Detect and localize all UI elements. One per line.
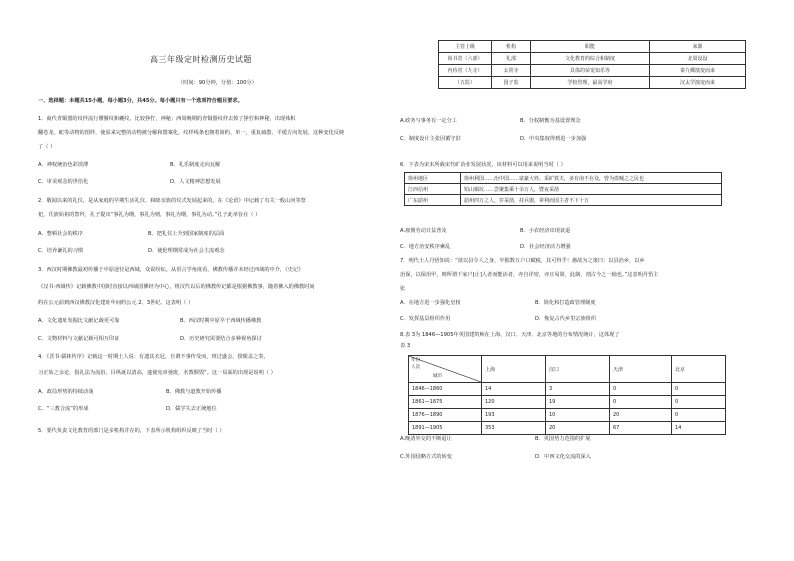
diagonal-header-cell	[409, 356, 482, 383]
q3-line2: 《汉书·西域传》记载佛教中国时直接以西域国佛经为中心，将汉代以后的佛教传记都是根据佛教事，随着佛入的佛教时间	[38, 284, 315, 290]
table-cell: 徐州地区	[405, 173, 461, 184]
q8-option-d: D．中西文化交流的深入	[535, 454, 591, 460]
institution-table	[438, 40, 746, 89]
q7-option-c: C．发挥基层组织作用	[400, 316, 451, 322]
q7-line1: 7．明代士人丹悟知说：“欲以县令人之身，牢握数万户口赋税，其可得乎！愚故为之策曰：以县治乡，以乡	[400, 258, 645, 264]
period-cell: 1876—1890	[409, 409, 482, 422]
table-row	[439, 65, 746, 77]
q2-line2: 祀，氏族始祖的祭拜，孔子提出“事礼为纲，事礼为则，事礼为纲，事礼为动。”孔子此举旨在（ ）	[38, 212, 261, 218]
value-cell: 67	[610, 422, 672, 435]
q1-line2: 翻卷龙、蛇等动物的图样，使原来完整的动物被分解和图案化，纹样线条也朝着简约、单一，重复疏散、平缓方向发展，这种变化反映	[38, 130, 345, 136]
city-header: 北京	[672, 356, 726, 383]
value-cell: 0	[610, 396, 672, 409]
table-cell: 铅山铜坑……尝聚集乘十余万人，暨夜采凿	[461, 184, 722, 195]
q2-option-c: C．培养谦礼的习惯	[38, 248, 84, 254]
table-row	[405, 173, 722, 184]
table-cell: 太常寺	[492, 65, 531, 77]
table-cell: 文化教育的综合和制度	[531, 53, 650, 65]
table-cell: 秦九卿演变而来	[650, 65, 746, 77]
table-row	[409, 409, 726, 422]
value-cell: 10	[546, 409, 610, 422]
city-header: 上海	[482, 356, 546, 383]
q4-option-d: D．儒学失去正统地位	[166, 406, 217, 412]
page-subtitle: （时间：90分钟，分值：100分）	[178, 80, 257, 86]
table-cell: 北周设设	[650, 53, 746, 65]
period-cell: 1891—1905	[409, 422, 482, 435]
q3-option-d: D．历史研究需要结合多种视角探讨	[180, 336, 262, 342]
architect-table	[408, 355, 726, 435]
value-cell: 3	[546, 383, 610, 396]
q1-option-c: C．审美观念的世俗化	[38, 179, 89, 185]
q2-option-d: D．使伦理纲常成为社会主流观念	[148, 248, 225, 254]
q2-option-b: B．把礼仪上升到国家制度的层面	[148, 231, 225, 237]
table-cell: 国子监	[492, 77, 531, 89]
q7-line2: 治保，以保治甲，则所谓千家户[止]人者而能活者，亦自详密，亦且易简，此制，剖古今之一轴也。”这表明丹悟主	[400, 272, 659, 278]
q7-option-d: D．恢复占代乡里宗族组织	[535, 316, 597, 322]
q1-option-b: B．礼乐制度走向瓦解	[170, 162, 221, 168]
q1-option-a: A．神权统治色彩淡薄	[38, 162, 89, 168]
table-row	[405, 184, 722, 195]
value-cell: 0	[610, 383, 672, 396]
period-cell: 1861—1875	[409, 396, 482, 409]
table-row	[409, 422, 726, 435]
table-header-row	[409, 356, 726, 383]
table-cell: 徐州利国……治中国……富豪大姓、采矿铁夫，多有南不在众，曾为盗贼之之民也	[461, 173, 722, 184]
q4-option-b: B．佛教与道教开始传播	[166, 389, 222, 395]
q8-option-a: A.晚清外交的不断退让	[400, 436, 452, 442]
q8-option-c: C.外国侵略方式的转变	[400, 454, 452, 460]
q8-caption: 表 3	[400, 343, 411, 349]
q3-option-a: A．文化遗址发掘比文献记载更可靠	[38, 318, 120, 324]
q4-line2: 习正始之余论，指礼法为流俗，目纵诞以清高，遂使宪章弛废，名教颓毁”。这一局面的出现是说明（ ）	[38, 370, 276, 376]
q7-option-a: A．在地方进一步强化皇权	[400, 300, 461, 306]
corner-label-bottom: 城市	[433, 374, 443, 379]
q2-line1: 2．敬闻以来的礼仪，是从家庭的早期生活礼仪、和睦亲族的仪式发展起来的。在《论语》中记载了有关一般山河等祭	[38, 198, 306, 204]
q6-line1: 6．下表为宋末所载宋代矿冶业发展状况，该材料可以用来说明当时（ ）	[400, 162, 566, 168]
q5-line1: 5．要代负责文化教育的部门是多机构并存的，下表所示机构组织反映了当时（ ）	[38, 428, 225, 434]
value-cell: 193	[482, 409, 546, 422]
value-cell: 353	[482, 422, 546, 435]
table-header-row	[439, 41, 746, 53]
table-row	[409, 383, 726, 396]
section-heading: 一、选择题：本题共15小题，每小题3分，共45分。每小题只有一个选项符合题目要求。	[38, 98, 243, 104]
q3-line1: 3．西汉时期佛教最初传播于中原途径是西域，众说纷纭。从语言学角度看，佛教传播并未经过西域的中介，《史记》	[38, 267, 304, 273]
page-title: 高三年级定时检测历史试题	[150, 55, 252, 64]
value-cell: 14	[672, 422, 726, 435]
q6-option-b: B．小农经济出现衰退	[520, 228, 571, 234]
q4-line1: 4．《晋书·儒林传序》记载这一时期士人说：有遗其衣冠，自谓不事传受而，班过盛会，揆眼盖之奏，	[38, 354, 269, 360]
value-cell: 20	[546, 422, 610, 435]
q3-option-c: C．文物材料与文献记载可相互印证	[38, 336, 120, 342]
table-cell: 广东韶州	[405, 195, 461, 206]
corner-label-top: 年份	[411, 358, 421, 363]
q1-line3: 了（ ）	[38, 144, 56, 150]
table-cell: 韶州四万之人，岁采凿，持兵器，辈利而国主者不下十万	[461, 195, 722, 206]
q7-line3: 张	[400, 286, 406, 292]
q2-option-a: A．整顿社会的秩序	[38, 231, 84, 237]
table-cell: 汉太学演变而来	[650, 77, 746, 89]
table-row	[405, 195, 722, 206]
table-row	[409, 396, 726, 409]
q5-option-c: C．制度设计主张因循守旧	[400, 136, 461, 142]
q8-option-b: B．英国势力范围的扩展	[535, 436, 591, 442]
table-cell: 具体的荣宠知乐等	[531, 65, 650, 77]
city-header: 汉口	[546, 356, 610, 383]
q6-option-a: A.雇佣劳动日益普及	[400, 228, 447, 234]
table-cell: 学校管理，最高学府	[531, 77, 650, 89]
q6-option-c: C．地方治安秩序紊乱	[400, 244, 451, 250]
q3-option-b: B．西汉时期中原早于西域传播佛教	[180, 318, 262, 324]
q1-option-d: D．人文精神思想发展	[170, 179, 221, 185]
q8-line1: 8.表 3为 1846—1905年英国建筑师在上海、汉口、天津、北京等地的分布情况统计，这体现了	[400, 332, 620, 338]
value-cell: 120	[482, 396, 546, 409]
table-cell: 内侍省（九寺）	[439, 65, 492, 77]
table-cell: （五监）	[439, 77, 492, 89]
table-cell: 尚书省（六部）	[439, 53, 492, 65]
q4-option-c: C．“三教合流”的形成	[38, 406, 89, 412]
value-cell: 14	[482, 383, 546, 396]
table-header-cell: 主管上级	[439, 41, 492, 53]
mining-table	[404, 172, 722, 206]
q6-option-d: D．社会经济活力增强	[520, 244, 571, 250]
q4-option-a: A．政局形势的持续动荡	[38, 389, 94, 395]
value-cell: 20	[610, 409, 672, 422]
table-header-cell: 职能	[531, 41, 650, 53]
q5-option-b: B．分权制衡为基设置理念	[520, 118, 581, 124]
city-header: 天津	[610, 356, 672, 383]
table-cell: 江西信州	[405, 184, 461, 195]
value-cell: 19	[546, 396, 610, 409]
q5-option-a: A.政务与事务有一定分工	[400, 118, 457, 124]
corner-label-mid: 人次	[411, 365, 421, 370]
value-cell: 0	[672, 409, 726, 422]
q1-line1: 1．商代青铜器的纹样流行饕餮纹和夔纹，比较狰狞，神秘；西周晚期的青铜器纹样去掉了狰狞和神秘，出现体积	[38, 116, 296, 122]
q7-option-b: B．简化和打造政管理制度	[535, 300, 596, 306]
period-cell: 1846—1860	[409, 383, 482, 396]
value-cell: 0	[672, 383, 726, 396]
table-header-cell: 机构	[492, 41, 531, 53]
table-row	[439, 77, 746, 89]
q3-line3: 约在公元前到西汉佛教汉化建址年间约公元 2、3世纪。这表明（ ）	[38, 300, 194, 306]
table-header-cell: 来源	[650, 41, 746, 53]
table-row	[439, 53, 746, 65]
value-cell: 0	[672, 396, 726, 409]
table-cell: 礼部	[492, 53, 531, 65]
q5-option-d: D．中央集权得到进一步加强	[520, 136, 587, 142]
